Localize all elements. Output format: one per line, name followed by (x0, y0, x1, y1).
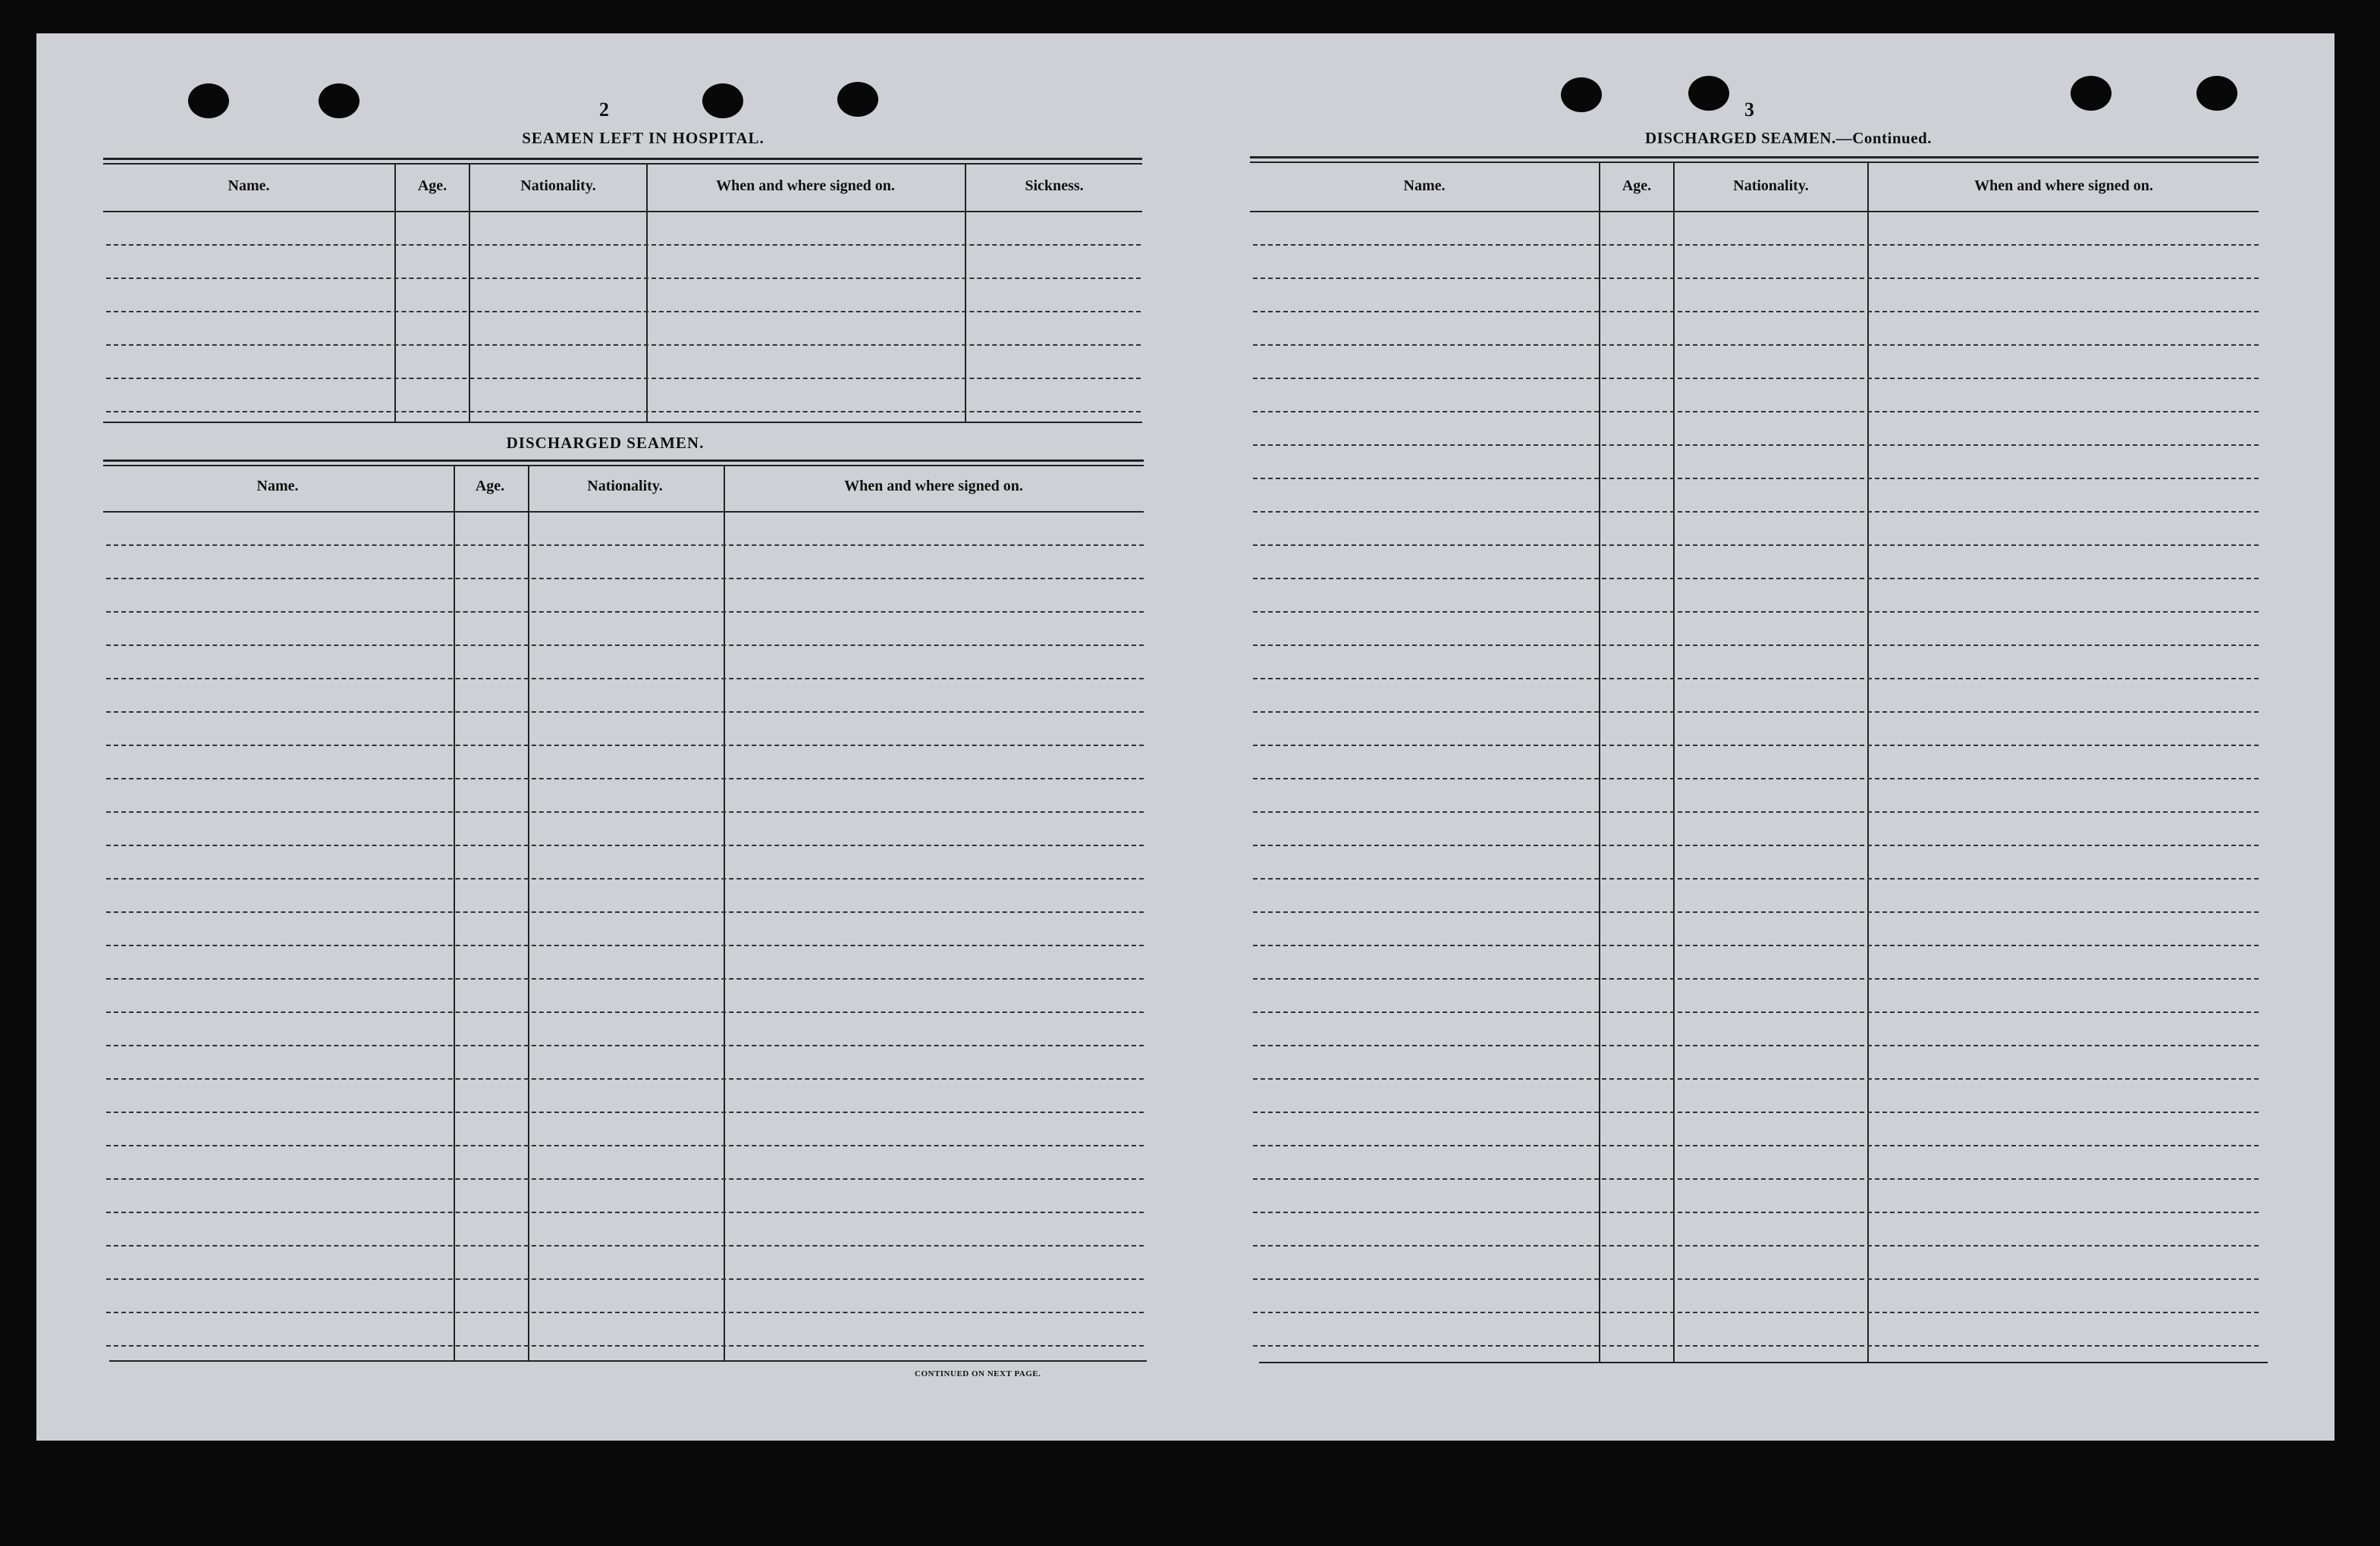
punch-hole (1688, 76, 1729, 111)
ruled-line (106, 878, 1144, 880)
punch-hole (2196, 76, 2237, 111)
ruled-line (1253, 278, 2259, 279)
right-column-divider (1599, 162, 1600, 1362)
discharged-column-divider (724, 466, 725, 1360)
ruled-line (106, 1345, 1144, 1347)
ruled-line (1253, 644, 2259, 646)
hospital-header-age: Age. (417, 177, 447, 194)
punch-hole (188, 83, 229, 118)
hospital-column-divider (646, 164, 648, 422)
ruled-line (1253, 978, 2259, 980)
discharged-header-nationality: Nationality. (587, 478, 663, 494)
ruled-line (106, 344, 1141, 346)
ruled-line (1253, 1212, 2259, 1213)
punch-hole (702, 83, 743, 118)
discharged-header-age: Age. (475, 478, 505, 494)
ruled-line (106, 1278, 1144, 1280)
punch-hole (319, 83, 360, 118)
ruled-line (1253, 344, 2259, 346)
right-header-signed-on: When and where signed on. (1974, 177, 2153, 194)
ruled-line (106, 1112, 1144, 1113)
punch-hole (837, 82, 878, 117)
ruled-line (1253, 1278, 2259, 1280)
ruled-line (1253, 578, 2259, 579)
ruled-line (1253, 1245, 2259, 1247)
discharged-column-divider (454, 466, 455, 1360)
ruled-line (1253, 511, 2259, 513)
discharged-header-signed-on: When and where signed on. (844, 478, 1023, 494)
ruled-line (1253, 544, 2259, 546)
ruled-line (106, 644, 1144, 646)
ruled-line (106, 1045, 1144, 1046)
discharged-top-rule (103, 459, 1144, 466)
ruled-line (106, 811, 1144, 813)
ruled-line (1253, 1345, 2259, 1347)
hospital-header-nationality: Nationality. (520, 177, 596, 194)
hospital-bottom-rule (103, 422, 1142, 423)
hospital-top-rule (103, 158, 1142, 165)
ruled-line (1253, 911, 2259, 913)
hospital-header-signed-on: When and where signed on. (716, 177, 895, 194)
discharged-header-rule (103, 511, 1144, 513)
ruled-line (1253, 311, 2259, 312)
ruled-line (106, 378, 1141, 379)
ruled-line (1253, 945, 2259, 946)
ruled-line (106, 278, 1141, 279)
hospital-section-title: SEAMEN LEFT IN HOSPITAL. (522, 129, 765, 147)
ruled-line (1253, 411, 2259, 412)
ledger-sheet (36, 33, 2334, 1441)
page-number-right: 3 (1744, 99, 1754, 121)
ruled-line (1253, 1178, 2259, 1180)
continued-note: CONTINUED ON NEXT PAGE. (915, 1369, 1041, 1378)
ruled-line (1253, 678, 2259, 679)
ruled-line (106, 1212, 1144, 1213)
punch-hole (2071, 76, 2112, 111)
ruled-line (106, 778, 1144, 779)
punch-hole (1561, 77, 1602, 112)
ruled-line (106, 1011, 1144, 1013)
page-number-left: 2 (599, 99, 609, 121)
ruled-line (1253, 1112, 2259, 1113)
ruled-line (1253, 811, 2259, 813)
ruled-line (1253, 1078, 2259, 1080)
hospital-column-divider (965, 164, 966, 422)
hospital-header-rule (103, 211, 1142, 212)
ruled-line (1253, 711, 2259, 713)
ruled-line (106, 1312, 1144, 1313)
ruled-line (1253, 845, 2259, 846)
discharged-bottom-rule (109, 1360, 1147, 1362)
hospital-column-divider (469, 164, 470, 422)
right-column-divider (1867, 162, 1869, 1362)
ruled-line (1253, 1312, 2259, 1313)
ruled-line (1253, 745, 2259, 746)
right-column-divider (1673, 162, 1675, 1362)
ruled-line (106, 411, 1141, 412)
hospital-header-sickness: Sickness. (1025, 177, 1084, 194)
discharged-header-name: Name. (256, 478, 299, 494)
ruled-line (106, 1178, 1144, 1180)
ruled-line (1253, 1045, 2259, 1046)
ruled-line (106, 678, 1144, 679)
ruled-line (106, 911, 1144, 913)
ruled-line (1253, 878, 2259, 880)
right-header-nationality: Nationality. (1733, 177, 1809, 194)
hospital-column-divider (394, 164, 396, 422)
hospital-header-name: Name. (228, 177, 270, 194)
ruled-line (106, 745, 1144, 746)
ruled-line (1253, 244, 2259, 246)
discharged-continued-title: DISCHARGED SEAMEN.—Continued. (1645, 129, 1932, 147)
ruled-line (1253, 778, 2259, 779)
ruled-line (106, 611, 1144, 613)
ruled-line (106, 945, 1144, 946)
ruled-line (1253, 1145, 2259, 1146)
right-header-name: Name. (1403, 177, 1446, 194)
ruled-line (1253, 444, 2259, 446)
ruled-line (1253, 1011, 2259, 1013)
right-header-age: Age. (1622, 177, 1652, 194)
ruled-line (1253, 478, 2259, 479)
ruled-line (1253, 378, 2259, 379)
ruled-line (106, 1245, 1144, 1247)
discharged-column-divider (528, 466, 529, 1360)
ruled-line (106, 845, 1144, 846)
ruled-line (106, 1078, 1144, 1080)
ruled-line (106, 578, 1144, 579)
ruled-line (1253, 611, 2259, 613)
ruled-line (106, 544, 1144, 546)
ruled-line (106, 711, 1144, 713)
right-bottom-rule (1259, 1362, 2268, 1363)
ruled-line (106, 244, 1141, 246)
right-top-rule (1250, 156, 2259, 163)
right-header-rule (1250, 211, 2259, 212)
ruled-line (106, 311, 1141, 312)
discharged-section-title: DISCHARGED SEAMEN. (506, 434, 705, 452)
ruled-line (106, 978, 1144, 980)
ruled-line (106, 1145, 1144, 1146)
